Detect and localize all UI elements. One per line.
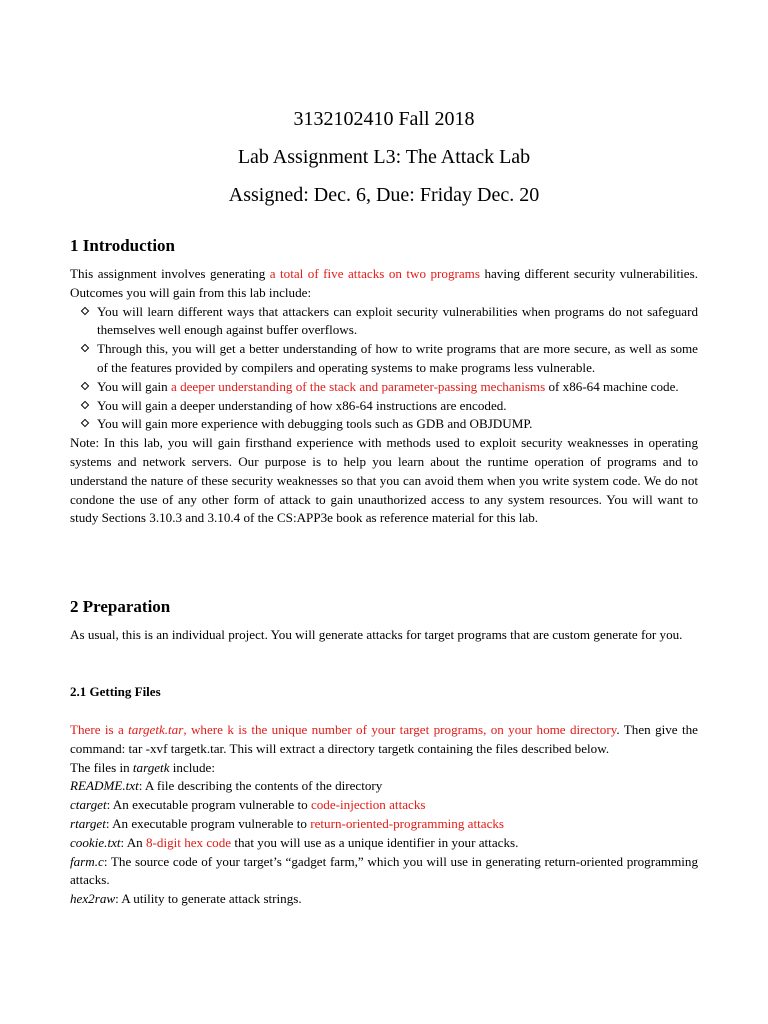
introduction-body [70, 265, 698, 528]
section-heading-preparation: 2 Preparation [70, 597, 171, 616]
intro-paragraph: This assignment involves generating a total of five attacks on two programs having different security vulnerabilities. Outcomes you will gain from this lab include: [70, 266, 698, 300]
outcomes-list [70, 303, 698, 435]
dates-line: Assigned: Dec. 6, Due: Friday Dec. 20 [228, 184, 540, 206]
diamond-bullet-icon [81, 400, 89, 408]
preparation-body [70, 626, 698, 645]
getting-files-body [70, 721, 698, 909]
file-cookie: cookie.txt: An 8-digit hex code that you will use as a unique identifier in your attacks. [70, 834, 519, 850]
file-rtarget: rtarget: An executable program vulnerable to return-oriented-programming attacks [70, 815, 505, 831]
title-block [0, 100, 768, 214]
getting-files-paragraph: There is a targetk.tar, where k is the unique number of your target programs, on your home directory. Then give the command: tar -xvf targetk.tar. This will extract a directory targetk containing the files described below. [70, 722, 698, 756]
list-item: Through this, you will get a better understanding of how to write programs that are more secure, as well as some of the features provided by compilers and operating systems to make programs less vulnerable. [70, 340, 698, 378]
diamond-bullet-icon [81, 306, 89, 314]
files-intro: The files in targetk include: [70, 759, 215, 775]
prep-paragraph: As usual, this is an individual project. You will generate attacks for target programs that are custom generate for you. [70, 627, 683, 642]
list-item: You will gain a deeper understanding of the stack and parameter-passing mechanisms of x86-64 machine code. [70, 378, 698, 397]
note-paragraph: Note: In this lab, you will gain firsthand experience with methods used to exploit security weaknesses in operating systems and network servers. Our purpose is to help you learn about the runtime operation of programs and to understand the nature of these security weaknesses so that you can avoid them when you write system code. We do not condone the use of any other form of attack to gain unauthorized access to any system resources. You will want to study Sections 3.10.3 and 3.10.4 of the CS:APP3e book as reference material for this lab. [70, 435, 698, 526]
lab-title: Lab Assignment L3: The Attack Lab [237, 146, 531, 168]
section-heading-introduction: 1 Introduction [70, 236, 176, 255]
list-item: You will gain a deeper understanding of how x86-64 instructions are encoded. [70, 397, 698, 416]
diamond-bullet-icon [81, 382, 89, 390]
course-title: 3132102410 Fall 2018 [293, 108, 475, 130]
file-ctarget: ctarget: An executable program vulnerable to code-injection attacks [70, 797, 426, 813]
list-item: You will gain more experience with debugging tools such as GDB and OBJDUMP. [70, 415, 698, 434]
file-farm: farm.c: The source code of your target’s “gadget farm,” which you will use in generating return-oriented programming attacks. [70, 853, 698, 888]
subsection-heading-getting-files: 2.1 Getting Files [70, 684, 161, 699]
file-hex2raw: hex2raw: A utility to generate attack strings. [70, 891, 302, 907]
diamond-bullet-icon [81, 419, 89, 427]
file-readme: README.txt: A file describing the contents of the directory [70, 778, 383, 794]
list-item: You will learn different ways that attackers can exploit security vulnerabilities when programs do not safeguard themselves well enough against buffer overflows. [70, 303, 698, 341]
diamond-bullet-icon [81, 344, 89, 352]
